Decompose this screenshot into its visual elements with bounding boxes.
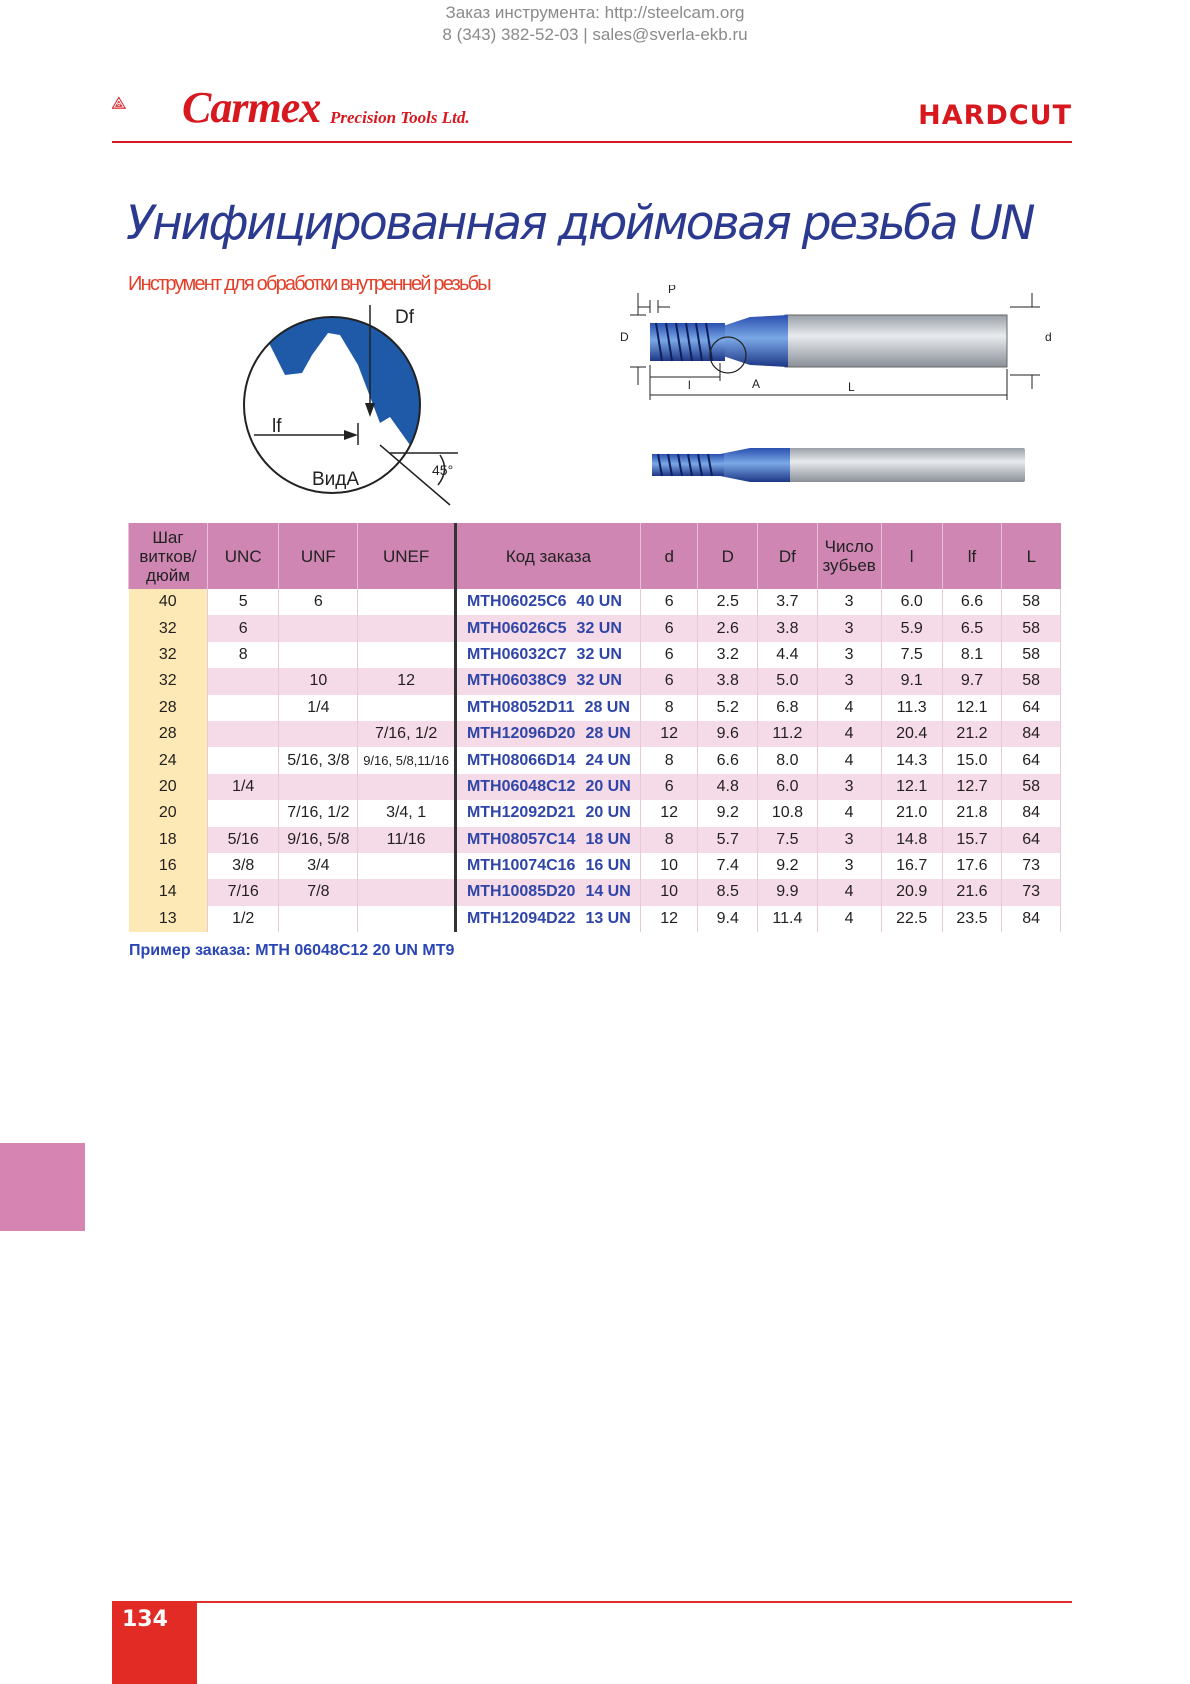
- cell-D: 6.6: [698, 747, 758, 773]
- cell-lf: 8.1: [942, 642, 1001, 668]
- page-title: Унифицированная дюймовая резьба UN: [126, 196, 1034, 251]
- order-code: MTH06048C12: [466, 777, 576, 795]
- header-L: L: [1002, 523, 1061, 589]
- order-code-pitch: 18 UN: [585, 830, 631, 848]
- cell-lf: 21.2: [942, 721, 1001, 747]
- cell-d: 6: [640, 668, 697, 694]
- cell-unc: 5: [207, 589, 279, 615]
- cell-L: 84: [1002, 721, 1061, 747]
- cell-order-code: [455, 642, 640, 668]
- cell-L: 58: [1002, 668, 1061, 694]
- cell-lf: 21.8: [942, 800, 1001, 826]
- order-example: Пример заказа: MTH 06048C12 20 UN MT9: [129, 942, 455, 959]
- cell-teeth: 4: [817, 721, 881, 747]
- cell-lf: 21.6: [942, 879, 1001, 905]
- cell-unc: 6: [207, 615, 279, 641]
- cell-teeth: 3: [817, 615, 881, 641]
- page-subtitle: Инструмент для обработки внутренней резьбы: [128, 273, 490, 295]
- cell-Df: 9.9: [758, 879, 817, 905]
- cell-D: 7.4: [698, 853, 758, 879]
- cell-order-code: [455, 721, 640, 747]
- cell-Df: 7.5: [758, 827, 817, 853]
- order-code-pitch: 28 UN: [585, 725, 631, 743]
- cell-unef: 7/16, 1/2: [358, 721, 456, 747]
- cell-l: 20.4: [881, 721, 942, 747]
- cell-lf: 15.7: [942, 827, 1001, 853]
- cell-Df: 10.8: [758, 800, 817, 826]
- label-A: A: [752, 377, 761, 391]
- cell-L: 64: [1002, 695, 1061, 721]
- cell-lf: 6.5: [942, 615, 1001, 641]
- cell-d: 6: [640, 642, 697, 668]
- cell-d: 10: [640, 853, 697, 879]
- cell-D: 2.6: [698, 615, 758, 641]
- cell-unf: 9/16, 5/8: [279, 827, 358, 853]
- label-D: D: [620, 330, 629, 344]
- cell-Df: 3.7: [758, 589, 817, 615]
- header-unef: UNEF: [358, 523, 456, 589]
- cell-l: 5.9: [881, 615, 942, 641]
- header-rule: [112, 141, 1072, 143]
- cell-L: 84: [1002, 800, 1061, 826]
- cell-Df: 3.8: [758, 615, 817, 641]
- cell-order-code: [455, 668, 640, 694]
- cell-l: 20.9: [881, 879, 942, 905]
- cell-unef: 3/4, 1: [358, 800, 456, 826]
- label-view-a: ВидА: [312, 469, 360, 490]
- cell-unf: 6: [279, 589, 358, 615]
- cell-unc: 5/16: [207, 827, 279, 853]
- cell-unef: 11/16: [358, 827, 456, 853]
- cell-d: 12: [640, 906, 697, 932]
- order-code: MTH06026C5: [466, 619, 567, 637]
- table-row: [129, 668, 1061, 694]
- cell-pitch: 32: [129, 642, 208, 668]
- table-row: [129, 774, 1061, 800]
- header-D: D: [698, 523, 758, 589]
- order-code: MTH08052D11: [466, 698, 575, 716]
- cell-unf: [279, 774, 358, 800]
- cell-unef: [358, 879, 456, 905]
- cell-order-code: [455, 853, 640, 879]
- table-row: [129, 695, 1061, 721]
- cell-unc: [207, 668, 279, 694]
- cell-D: 9.2: [698, 800, 758, 826]
- table-row: [129, 747, 1061, 773]
- cell-teeth: 3: [817, 642, 881, 668]
- cell-unef: 12: [358, 668, 456, 694]
- header-Df: Df: [758, 523, 817, 589]
- table-row: [129, 827, 1061, 853]
- cell-D: 8.5: [698, 879, 758, 905]
- cell-unf: [279, 721, 358, 747]
- cell-teeth: 4: [817, 879, 881, 905]
- cell-pitch: 18: [129, 827, 208, 853]
- spec-table: [128, 523, 1061, 932]
- cell-pitch: 28: [129, 695, 208, 721]
- cell-unf: 10: [279, 668, 358, 694]
- cell-pitch: 28: [129, 721, 208, 747]
- header-d: d: [640, 523, 697, 589]
- order-code-pitch: 28 UN: [584, 698, 630, 716]
- cell-order-code: [455, 879, 640, 905]
- cell-Df: 4.4: [758, 642, 817, 668]
- cell-Df: 6.8: [758, 695, 817, 721]
- order-code-pitch: 32 UN: [576, 619, 622, 637]
- cell-unc: 3/8: [207, 853, 279, 879]
- label-angle: 45°: [432, 462, 454, 478]
- cell-unc: [207, 800, 279, 826]
- contact-info-line: 8 (343) 382-52-03 | sales@sverla-ekb.ru: [442, 25, 748, 44]
- table-row: [129, 853, 1061, 879]
- cell-d: 6: [640, 774, 697, 800]
- cell-L: 73: [1002, 879, 1061, 905]
- cell-teeth: 3: [817, 774, 881, 800]
- cell-l: 9.1: [881, 668, 942, 694]
- cell-pitch: 14: [129, 879, 208, 905]
- table-row: [129, 879, 1061, 905]
- cell-L: 73: [1002, 853, 1061, 879]
- cell-D: 4.8: [698, 774, 758, 800]
- order-code-pitch: 14 UN: [585, 883, 631, 901]
- cell-unf: 7/8: [279, 879, 358, 905]
- table-header-row: [129, 523, 1061, 589]
- cell-teeth: 3: [817, 668, 881, 694]
- cell-L: 58: [1002, 615, 1061, 641]
- cell-order-code: [455, 774, 640, 800]
- cell-order-code: [455, 906, 640, 932]
- header-order-code: Код заказа: [455, 523, 640, 589]
- cell-L: 84: [1002, 906, 1061, 932]
- cell-d: 8: [640, 827, 697, 853]
- order-code-pitch: 24 UN: [585, 751, 631, 769]
- cell-l: 6.0: [881, 589, 942, 615]
- cell-D: 9.4: [698, 906, 758, 932]
- cell-teeth: 3: [817, 827, 881, 853]
- cell-pitch: 24: [129, 747, 208, 773]
- cell-pitch: 32: [129, 615, 208, 641]
- cell-pitch: 16: [129, 853, 208, 879]
- brand-name: Carmex: [182, 83, 321, 132]
- order-code: MTH06038C9: [466, 672, 567, 690]
- cell-D: 5.2: [698, 695, 758, 721]
- cell-Df: 11.4: [758, 906, 817, 932]
- cell-teeth: 4: [817, 800, 881, 826]
- cell-lf: 12.1: [942, 695, 1001, 721]
- cell-unef: 9/16, 5/8,11/16: [358, 747, 456, 773]
- table-row: [129, 800, 1061, 826]
- header-unf: UNF: [279, 523, 358, 589]
- cell-l: 14.3: [881, 747, 942, 773]
- cell-l: 14.8: [881, 827, 942, 853]
- cell-unf: [279, 615, 358, 641]
- order-code: MTH08066D14: [466, 751, 576, 769]
- cell-L: 58: [1002, 774, 1061, 800]
- cell-unf: 5/16, 3/8: [279, 747, 358, 773]
- section-side-tab: [0, 1143, 85, 1231]
- cell-Df: 11.2: [758, 721, 817, 747]
- cell-pitch: 32: [129, 668, 208, 694]
- cell-order-code: [455, 827, 640, 853]
- section-label: HARDCUT: [918, 100, 1072, 131]
- order-code-pitch: 20 UN: [585, 777, 631, 795]
- cell-lf: 17.6: [942, 853, 1001, 879]
- cell-lf: 9.7: [942, 668, 1001, 694]
- cell-unef: [358, 906, 456, 932]
- cell-order-code: [455, 589, 640, 615]
- cell-unef: [358, 853, 456, 879]
- brand-subtitle: Precision Tools Ltd.: [330, 108, 470, 127]
- label-d: d: [1045, 330, 1052, 344]
- cell-teeth: 3: [817, 589, 881, 615]
- cell-order-code: [455, 615, 640, 641]
- cell-unf: [279, 642, 358, 668]
- footer-rule: [196, 1601, 1072, 1603]
- header-unc: UNC: [207, 523, 279, 589]
- cell-L: 64: [1002, 827, 1061, 853]
- cell-d: 6: [640, 615, 697, 641]
- cell-d: 8: [640, 695, 697, 721]
- header-lf: lf: [942, 523, 1001, 589]
- cell-pitch: 13: [129, 906, 208, 932]
- cell-teeth: 4: [817, 906, 881, 932]
- table-row: [129, 721, 1061, 747]
- order-code: MTH06032C7: [466, 645, 567, 663]
- cell-d: 12: [640, 721, 697, 747]
- cell-teeth: 3: [817, 853, 881, 879]
- cell-lf: 23.5: [942, 906, 1001, 932]
- order-code-pitch: 40 UN: [576, 593, 622, 611]
- order-code: MTH08057C14: [466, 830, 576, 848]
- cell-unc: 1/2: [207, 906, 279, 932]
- cell-D: 5.7: [698, 827, 758, 853]
- cell-d: 10: [640, 879, 697, 905]
- table-row: [129, 906, 1061, 932]
- page-number: 134: [122, 1607, 168, 1632]
- cell-unf: 1/4: [279, 695, 358, 721]
- cell-l: 11.3: [881, 695, 942, 721]
- cell-pitch: 40: [129, 589, 208, 615]
- cell-Df: 5.0: [758, 668, 817, 694]
- cell-unc: 1/4: [207, 774, 279, 800]
- cell-l: 12.1: [881, 774, 942, 800]
- order-code: MTH10085D20: [466, 883, 576, 901]
- header-teeth: Число зубьев: [817, 523, 881, 589]
- cell-order-code: [455, 695, 640, 721]
- cell-unef: [358, 589, 456, 615]
- cell-teeth: 4: [817, 747, 881, 773]
- order-code: MTH06025C6: [466, 593, 567, 611]
- cell-order-code: [455, 747, 640, 773]
- cell-unf: 7/16, 1/2: [279, 800, 358, 826]
- cell-teeth: 4: [817, 695, 881, 721]
- order-code-pitch: 32 UN: [576, 672, 622, 690]
- cell-lf: 15.0: [942, 747, 1001, 773]
- cell-Df: 6.0: [758, 774, 817, 800]
- cell-pitch: 20: [129, 800, 208, 826]
- order-info-line: Заказ инструмента: http://steelcam.org: [445, 3, 745, 22]
- cell-unef: [358, 774, 456, 800]
- table-row: [129, 615, 1061, 641]
- cell-l: 21.0: [881, 800, 942, 826]
- cell-unf: [279, 906, 358, 932]
- cell-lf: 12.7: [942, 774, 1001, 800]
- thread-view-diagram: [240, 305, 480, 510]
- carmex-logo-icon: [112, 72, 182, 134]
- cell-L: 64: [1002, 747, 1061, 773]
- cell-D: 2.5: [698, 589, 758, 615]
- cell-unc: [207, 721, 279, 747]
- cell-pitch: 20: [129, 774, 208, 800]
- header-pitch: Шаг витков/ дюйм: [129, 523, 208, 589]
- cell-Df: 8.0: [758, 747, 817, 773]
- label-L: L: [848, 380, 855, 394]
- cell-unc: [207, 695, 279, 721]
- cell-d: 6: [640, 589, 697, 615]
- cell-l: 22.5: [881, 906, 942, 932]
- cell-d: 8: [640, 747, 697, 773]
- cell-D: 3.2: [698, 642, 758, 668]
- cell-unef: [358, 642, 456, 668]
- label-p: P: [668, 285, 677, 296]
- order-code: MTH12092D21: [466, 804, 576, 822]
- header-l: l: [881, 523, 942, 589]
- label-lf: lf: [272, 416, 282, 437]
- cell-l: 7.5: [881, 642, 942, 668]
- order-code: MTH12096D20: [466, 725, 576, 743]
- tool-dimension-diagram: [620, 285, 1070, 410]
- order-code-pitch: 32 UN: [576, 645, 622, 663]
- cell-D: 9.6: [698, 721, 758, 747]
- cell-unf: 3/4: [279, 853, 358, 879]
- order-code: MTH10074C16: [466, 857, 576, 875]
- cell-lf: 6.6: [942, 589, 1001, 615]
- label-df: Df: [395, 307, 414, 328]
- order-code-pitch: 16 UN: [585, 857, 631, 875]
- cell-unc: 8: [207, 642, 279, 668]
- cell-d: 12: [640, 800, 697, 826]
- cell-D: 3.8: [698, 668, 758, 694]
- cell-unc: [207, 747, 279, 773]
- cell-unc: 7/16: [207, 879, 279, 905]
- table-row: [129, 642, 1061, 668]
- order-code-pitch: 20 UN: [585, 804, 631, 822]
- tool-photo: [650, 440, 1030, 490]
- order-code: MTH12094D22: [466, 909, 576, 927]
- order-code-pitch: 13 UN: [585, 909, 631, 927]
- cell-l: 16.7: [881, 853, 942, 879]
- label-l: l: [688, 378, 691, 392]
- table-row: [129, 589, 1061, 615]
- cell-L: 58: [1002, 589, 1061, 615]
- cell-unef: [358, 615, 456, 641]
- cell-L: 58: [1002, 642, 1061, 668]
- cell-Df: 9.2: [758, 853, 817, 879]
- cell-unef: [358, 695, 456, 721]
- cell-order-code: [455, 800, 640, 826]
